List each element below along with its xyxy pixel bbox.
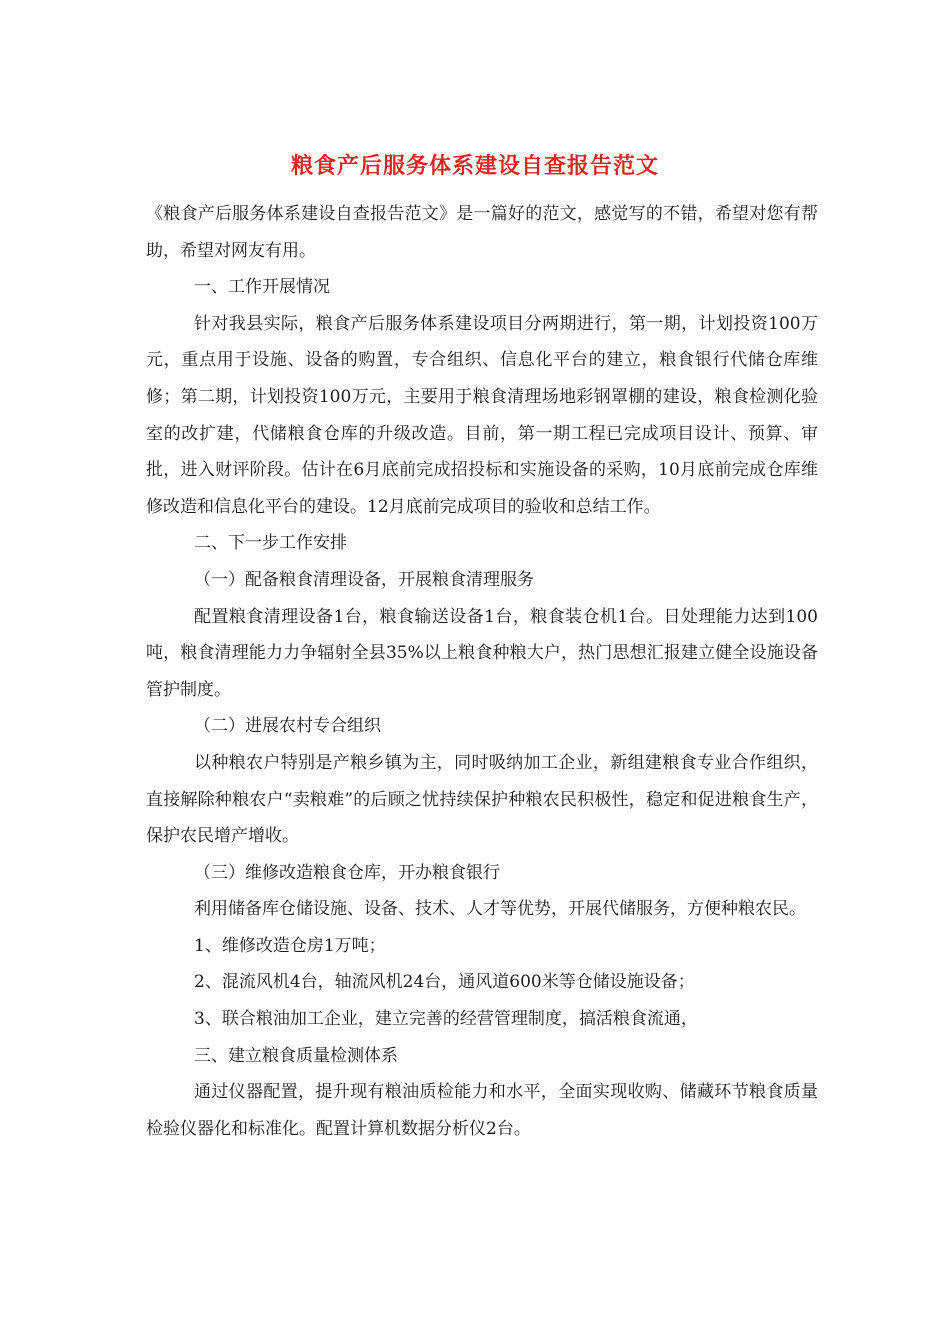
body-paragraph: 利用储备库仓储设施、设备、技术、人才等优势，开展代储服务，方便种粮农民。	[194, 899, 806, 920]
document-body	[146, 196, 818, 1147]
body-paragraph: 通过仪器配置，提升现有粮油质检能力和水平，全面实现收购、储藏环节粮食质量检验仪器化和标准化。配置计算机数据分析仪2台。	[146, 1082, 818, 1139]
subsection-heading-1: （一）配备粮食清理设备，开展粮食清理服务	[194, 569, 534, 590]
body-paragraph: 配置粮食清理设备1台，粮食输送设备1台，粮食装仓机1台。日处理能力达到100吨，粮食清理能力力争辐射全县35%以上粮食种粮大户，热门思想汇报建立健全设施设备管护制度。	[146, 606, 818, 700]
subsection-heading-2: （二）进展农村专合组织	[194, 716, 381, 737]
body-paragraph: 针对我县实际，粮食产后服务体系建设项目分两期进行，第一期，计划投资100万元，重点用于设施、设备的购置，专合组织、信息化平台的建立，粮食银行代储仓库维修；第二期，计划投资100万元，主要用于粮食清理场地彩钢罩棚的建设，粮食检测化验室的改扩建，代储粮食仓库的升级改造。目前，第一期工程已完成项目设计、预算、审批，进入财评阶段。估计在6月底前完成招投标和实施设备的采购，10月底前完成仓库维修改造和信息化平台的建设。12月底前完成项目的验收和总结工作。	[146, 313, 818, 517]
list-item: 2、混流风机4台，轴流风机24台，通风道600米等仓储设施设备；	[194, 972, 695, 993]
subsection-heading-3: （三）维修改造粮食仓库，开办粮食银行	[194, 862, 500, 883]
section-heading-1: 一、工作开展情况	[194, 277, 330, 298]
document-title: 粮食产后服务体系建设自查报告范文	[290, 153, 659, 179]
body-paragraph: 以种粮农户特别是产粮乡镇为主，同时吸纳加工企业，新组建粮食专业合作组织，直接解除种粮农户“卖粮难”的后顾之忧持续保护种粮农民积极性，稳定和促进粮食生产，保护农民增产增收。	[146, 752, 818, 847]
intro-paragraph: 《粮食产后服务体系建设自查报告范文》是一篇好的范文，感觉写的不错，希望对您有帮助，希望对网友有用。	[146, 204, 818, 261]
list-item: 3、联合粮油加工企业，建立完善的经营管理制度，搞活粮食流通，	[194, 1009, 698, 1030]
section-heading-2: 二、下一步工作安排	[194, 533, 347, 554]
list-item: 1、维修改造仓房1万吨；	[194, 935, 386, 956]
section-heading-3: 三、建立粮食质量检测体系	[194, 1045, 398, 1066]
